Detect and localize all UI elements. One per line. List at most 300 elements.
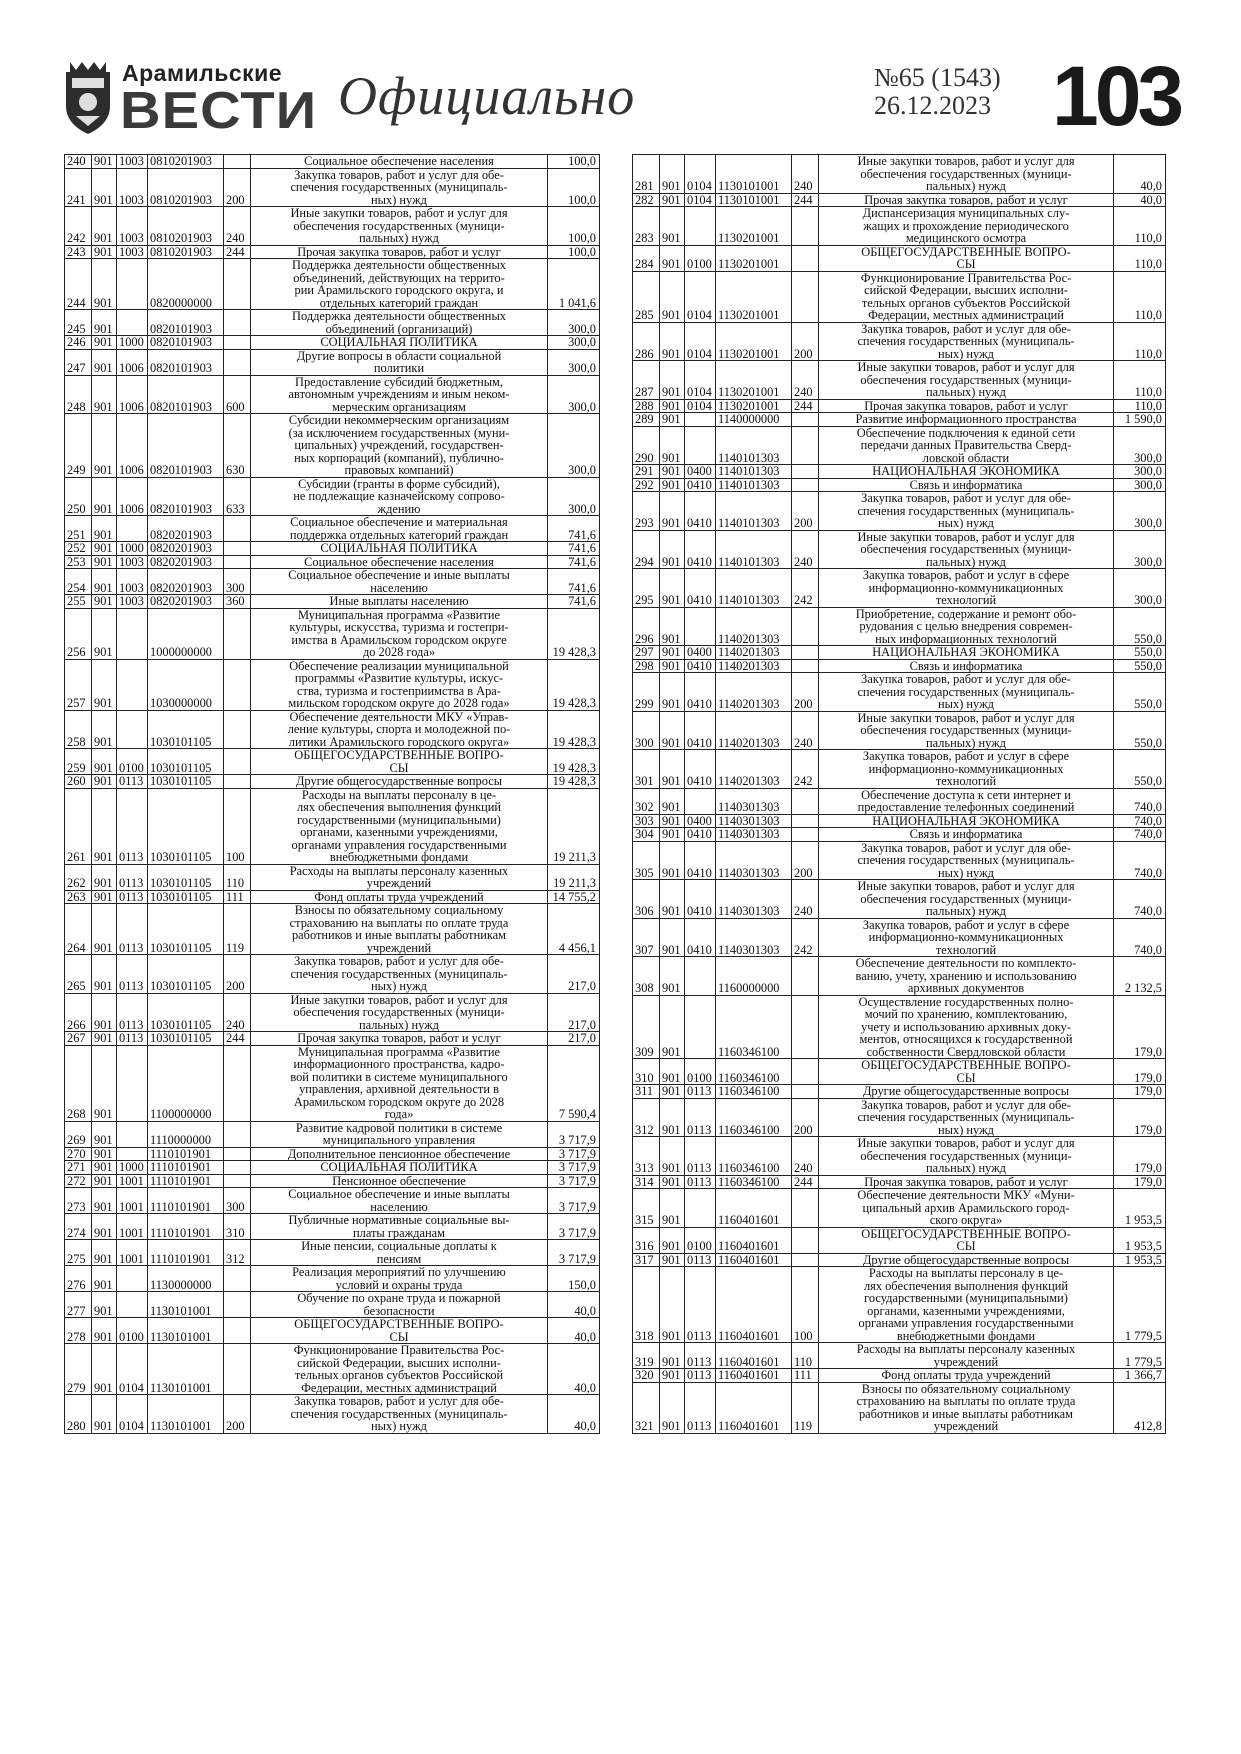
row-amount: 550,0 <box>1114 750 1166 789</box>
row-number: 267 <box>65 1032 92 1046</box>
admin-code: 901 <box>92 155 117 169</box>
section-code: 0113 <box>685 1137 716 1176</box>
row-number: 293 <box>633 492 660 531</box>
issue-date: 26.12.2023 <box>874 91 991 120</box>
section-code <box>117 310 148 336</box>
expense-type <box>224 775 251 789</box>
section-code <box>117 608 148 659</box>
target-code: 1130101001 <box>716 155 792 194</box>
admin-code: 901 <box>92 336 117 350</box>
section-code: 0113 <box>117 1032 148 1046</box>
row-title: Закупка товаров, работ и услуг для обе- спечения государственных (муниципаль- ных) нужд <box>819 1098 1114 1137</box>
target-code: 0810201903 <box>148 245 224 259</box>
target-code: 1160346100 <box>716 1137 792 1176</box>
section-code: 1001 <box>117 1188 148 1214</box>
admin-code: 901 <box>660 673 685 712</box>
row-number: 317 <box>633 1253 660 1267</box>
expense-type <box>792 957 819 996</box>
expense-type <box>224 310 251 336</box>
target-code: 1160401601 <box>716 1253 792 1267</box>
row-number: 255 <box>65 595 92 609</box>
row-number: 249 <box>65 414 92 478</box>
target-code: 1140101303 <box>716 426 792 465</box>
admin-code: 901 <box>92 659 117 710</box>
expense-type <box>792 426 819 465</box>
admin-code: 901 <box>660 1369 685 1383</box>
row-number: 315 <box>633 1189 660 1228</box>
row-amount: 179,0 <box>1114 1085 1166 1099</box>
row-title: СОЦИАЛЬНАЯ ПОЛИТИКА <box>251 336 548 350</box>
row-title: Прочая закупка товаров, работ и услуг <box>251 1032 548 1046</box>
admin-code: 901 <box>92 555 117 569</box>
table-row <box>633 750 1166 789</box>
admin-code: 901 <box>660 814 685 828</box>
row-amount: 1 041,6 <box>548 259 600 310</box>
target-code: 0820101903 <box>148 375 224 414</box>
section-code <box>685 788 716 814</box>
table-row <box>65 259 600 310</box>
target-code: 1140201303 <box>716 711 792 750</box>
row-number: 240 <box>65 155 92 169</box>
section-code: 1001 <box>117 1240 148 1266</box>
expense-type: 240 <box>792 155 819 194</box>
row-number: 289 <box>633 413 660 427</box>
row-number: 297 <box>633 646 660 660</box>
table-row <box>633 957 1166 996</box>
section-code: 1001 <box>117 1174 148 1188</box>
target-code: 1140301303 <box>716 918 792 957</box>
row-number: 277 <box>65 1292 92 1318</box>
row-number: 306 <box>633 880 660 919</box>
target-code: 1130000000 <box>148 1266 224 1292</box>
row-amount: 740,0 <box>1114 880 1166 919</box>
section-code: 0410 <box>685 478 716 492</box>
target-code: 1140101303 <box>716 569 792 608</box>
section-code: 1000 <box>117 1161 148 1175</box>
row-title: ОБЩЕГОСУДАРСТВЕННЫЕ ВОПРО- СЫ <box>819 1227 1114 1253</box>
section-code: 0410 <box>685 530 716 569</box>
expense-type: 312 <box>224 1240 251 1266</box>
row-title: Публичные нормативные социальные вы- платы гражданам <box>251 1214 548 1240</box>
row-number: 263 <box>65 890 92 904</box>
row-amount: 412,8 <box>1114 1382 1166 1433</box>
row-title: Поддержка деятельности общественных объединений (организаций) <box>251 310 548 336</box>
admin-code: 901 <box>92 1045 117 1121</box>
row-title: Расходы на выплаты персоналу казенных учреждений <box>251 864 548 890</box>
table-row <box>633 788 1166 814</box>
expense-type <box>224 336 251 350</box>
admin-code: 901 <box>92 1032 117 1046</box>
admin-code: 901 <box>92 1266 117 1292</box>
row-title: Субсидии некоммерческим организациям (за исключением государственных (муни- ципальных) учреждений, государствен- ных корпораций (компаний), публично- правовых компаний) <box>251 414 548 478</box>
admin-code: 901 <box>92 1318 117 1344</box>
table-row <box>65 710 600 749</box>
target-code: 1160000000 <box>716 957 792 996</box>
table-row <box>65 1344 600 1395</box>
expense-type: 100 <box>224 788 251 864</box>
target-code: 0820201903 <box>148 555 224 569</box>
row-title: Закупка товаров, работ и услуг для обе- спечения государственных (муниципаль- ных) нужд <box>251 955 548 994</box>
section-code: 1000 <box>117 542 148 556</box>
target-code: 1160346100 <box>716 1175 792 1189</box>
row-number: 296 <box>633 607 660 646</box>
expense-type: 200 <box>792 492 819 531</box>
table-row <box>65 993 600 1032</box>
section-code: 0104 <box>685 399 716 413</box>
table-row <box>633 492 1166 531</box>
row-number: 269 <box>65 1121 92 1147</box>
row-amount: 740,0 <box>1114 918 1166 957</box>
target-code: 1160346100 <box>716 1085 792 1099</box>
expense-type <box>792 478 819 492</box>
expense-type <box>792 788 819 814</box>
target-code: 1160346100 <box>716 1098 792 1137</box>
row-amount: 179,0 <box>1114 1059 1166 1085</box>
target-code: 1160401601 <box>716 1343 792 1369</box>
row-amount: 100,0 <box>548 207 600 246</box>
admin-code: 901 <box>92 788 117 864</box>
row-title: Субсидии (гранты в форме субсидий), не подлежащие казначейскому сопрово- ждению <box>251 477 548 516</box>
expense-type <box>792 1059 819 1085</box>
row-title: Взносы по обязательному социальному страхованию на выплаты по оплате труда работников и иные выплаты работникам учреждений <box>819 1382 1114 1433</box>
admin-code: 901 <box>660 750 685 789</box>
row-amount: 40,0 <box>548 1292 600 1318</box>
admin-code: 901 <box>660 413 685 427</box>
expense-type: 242 <box>792 569 819 608</box>
section-code: 1003 <box>117 595 148 609</box>
row-number: 245 <box>65 310 92 336</box>
admin-code: 901 <box>92 310 117 336</box>
row-amount: 3 717,9 <box>548 1188 600 1214</box>
table-row <box>65 477 600 516</box>
expense-type: 360 <box>224 595 251 609</box>
table-row <box>633 1343 1166 1369</box>
row-number: 261 <box>65 788 92 864</box>
admin-code: 901 <box>92 608 117 659</box>
expense-type: 244 <box>792 1175 819 1189</box>
row-title: Предоставление субсидий бюджетным, автономным учреждениям и иным неком- мерческим организациям <box>251 375 548 414</box>
admin-code: 901 <box>92 775 117 789</box>
target-code: 1030101105 <box>148 890 224 904</box>
row-title: Обучение по охране труда и пожарной безопасности <box>251 1292 548 1318</box>
target-code: 1160401601 <box>716 1189 792 1228</box>
row-number: 311 <box>633 1085 660 1099</box>
row-number: 270 <box>65 1147 92 1161</box>
table-row <box>65 659 600 710</box>
row-number: 260 <box>65 775 92 789</box>
expense-type <box>224 1174 251 1188</box>
admin-code: 901 <box>660 1137 685 1176</box>
row-number: 291 <box>633 465 660 479</box>
section-code: 0100 <box>117 749 148 775</box>
admin-code: 901 <box>660 207 685 246</box>
row-number: 285 <box>633 271 660 322</box>
target-code: 1030000000 <box>148 659 224 710</box>
row-amount: 741,6 <box>548 595 600 609</box>
admin-code: 901 <box>660 957 685 996</box>
row-amount: 110,0 <box>1114 245 1166 271</box>
row-title: Муниципальная программа «Развитие культуры, искусства, туризма и гостепри- имства в Арамильском городском округе до 2028 года» <box>251 608 548 659</box>
row-amount: 100,0 <box>548 168 600 207</box>
table-row <box>633 207 1166 246</box>
row-title: ОБЩЕГОСУДАРСТВЕННЫЕ ВОПРО- СЫ <box>251 1318 548 1344</box>
target-code: 0810201903 <box>148 155 224 169</box>
row-amount: 179,0 <box>1114 1098 1166 1137</box>
row-title: Иные закупки товаров, работ и услуг для обеспечения государственных (муници- пальных) нужд <box>819 711 1114 750</box>
row-title: Расходы на выплаты персоналу в це- лях обеспечения выполнения функций государственными (муниципальными) органами, казенными учреждениями, органами управления государственными внебюджетными фондами <box>251 788 548 864</box>
target-code: 0820201903 <box>148 542 224 556</box>
admin-code: 901 <box>660 646 685 660</box>
table-row <box>65 864 600 890</box>
row-number: 319 <box>633 1343 660 1369</box>
target-code: 1160346100 <box>716 1059 792 1085</box>
expense-type <box>224 710 251 749</box>
row-title: Обеспечение деятельности по комплекто- ванию, учету, хранению и использованию архивных документов <box>819 957 1114 996</box>
target-code: 1140000000 <box>716 413 792 427</box>
target-code: 0820101903 <box>148 414 224 478</box>
admin-code: 901 <box>660 711 685 750</box>
row-title: Прочая закупка товаров, работ и услуг <box>251 245 548 259</box>
section-code: 0410 <box>685 711 716 750</box>
row-number: 264 <box>65 904 92 955</box>
admin-code: 901 <box>92 542 117 556</box>
row-number: 253 <box>65 555 92 569</box>
row-title: Иные закупки товаров, работ и услуг для обеспечения государственных (муници- пальных) нужд <box>819 155 1114 194</box>
expense-type: 244 <box>224 1032 251 1046</box>
section-code <box>685 426 716 465</box>
admin-code: 901 <box>660 1059 685 1085</box>
row-number: 284 <box>633 245 660 271</box>
table-row <box>65 1174 600 1188</box>
row-amount: 3 717,9 <box>548 1240 600 1266</box>
row-amount: 300,0 <box>1114 569 1166 608</box>
section-code <box>117 1045 148 1121</box>
section-code: 0410 <box>685 659 716 673</box>
row-title: Иные пенсии, социальные доплаты к пенсиям <box>251 1240 548 1266</box>
target-code: 1140301303 <box>716 814 792 828</box>
table-row <box>633 413 1166 427</box>
row-amount: 740,0 <box>1114 788 1166 814</box>
row-title: Развитие информационного пространства <box>819 413 1114 427</box>
row-title: Прочая закупка товаров, работ и услуг <box>819 1175 1114 1189</box>
expense-type: 240 <box>224 993 251 1032</box>
expense-type <box>224 1318 251 1344</box>
target-code: 1030101105 <box>148 775 224 789</box>
target-code: 0820201903 <box>148 516 224 542</box>
row-amount: 741,6 <box>548 555 600 569</box>
admin-code: 901 <box>660 322 685 361</box>
row-title: Фонд оплаты труда учреждений <box>819 1369 1114 1383</box>
target-code: 1030101105 <box>148 955 224 994</box>
table-row <box>65 155 600 169</box>
section-code: 0113 <box>685 1382 716 1433</box>
target-code: 0820000000 <box>148 259 224 310</box>
admin-code: 901 <box>660 1085 685 1099</box>
row-title: Иные закупки товаров, работ и услуг для обеспечения государственных (муници- пальных) нужд <box>251 993 548 1032</box>
table-row <box>65 375 600 414</box>
section-code <box>685 607 716 646</box>
row-number: 314 <box>633 1175 660 1189</box>
expense-type: 200 <box>224 955 251 994</box>
target-code: 1140101303 <box>716 530 792 569</box>
section-code: 0410 <box>685 880 716 919</box>
section-code: 0113 <box>117 788 148 864</box>
issue-number: №65 (1543) <box>874 63 1001 92</box>
expense-type <box>224 659 251 710</box>
admin-code: 901 <box>660 918 685 957</box>
row-number: 313 <box>633 1137 660 1176</box>
admin-code: 901 <box>92 349 117 375</box>
section-code <box>685 1189 716 1228</box>
budget-table-right <box>632 154 1166 1434</box>
row-title: СОЦИАЛЬНАЯ ПОЛИТИКА <box>251 1161 548 1175</box>
section-code: 1006 <box>117 375 148 414</box>
row-number: 254 <box>65 569 92 595</box>
row-amount: 550,0 <box>1114 659 1166 673</box>
table-row <box>633 155 1166 194</box>
section-code: 0113 <box>685 1267 716 1343</box>
table-row <box>633 646 1166 660</box>
row-number: 318 <box>633 1267 660 1343</box>
row-amount: 1 590,0 <box>1114 413 1166 427</box>
expense-type <box>224 1121 251 1147</box>
section-code: 0400 <box>685 646 716 660</box>
row-title: Закупка товаров, работ и услуг для обе- спечения государственных (муниципаль- ных) нужд <box>251 168 548 207</box>
table-row <box>65 1161 600 1175</box>
row-title: Обеспечение доступа к сети интернет и предоставление телефонных соединений <box>819 788 1114 814</box>
row-number: 290 <box>633 426 660 465</box>
row-amount: 19 428,3 <box>548 710 600 749</box>
section-code <box>117 1266 148 1292</box>
row-number: 273 <box>65 1188 92 1214</box>
table-row <box>633 1382 1166 1433</box>
row-amount: 150,0 <box>548 1266 600 1292</box>
target-code: 1130201001 <box>716 271 792 322</box>
section-code: 1006 <box>117 349 148 375</box>
table-row <box>65 349 600 375</box>
admin-code: 901 <box>92 1344 117 1395</box>
table-row <box>633 399 1166 413</box>
target-code: 1130201001 <box>716 207 792 246</box>
expense-type: 111 <box>224 890 251 904</box>
admin-code: 901 <box>660 1253 685 1267</box>
row-amount: 100,0 <box>548 245 600 259</box>
admin-code: 901 <box>92 477 117 516</box>
target-code: 1110101901 <box>148 1174 224 1188</box>
table-row <box>65 1045 600 1121</box>
row-number: 244 <box>65 259 92 310</box>
row-number: 292 <box>633 478 660 492</box>
expense-type <box>792 1085 819 1099</box>
section-code: 0113 <box>117 775 148 789</box>
expense-type: 240 <box>792 361 819 400</box>
expense-type: 240 <box>224 207 251 246</box>
admin-code: 901 <box>92 955 117 994</box>
section-code <box>117 1121 148 1147</box>
row-title: Обеспечение подключения к единой сети передачи данных Правительства Сверд- ловской области <box>819 426 1114 465</box>
row-number: 310 <box>633 1059 660 1085</box>
row-amount: 40,0 <box>548 1318 600 1344</box>
admin-code: 901 <box>92 749 117 775</box>
expense-type <box>224 555 251 569</box>
admin-code: 901 <box>660 1267 685 1343</box>
target-code: 1160401601 <box>716 1227 792 1253</box>
row-number: 307 <box>633 918 660 957</box>
table-row <box>633 673 1166 712</box>
row-number: 243 <box>65 245 92 259</box>
row-amount: 217,0 <box>548 993 600 1032</box>
admin-code: 901 <box>92 890 117 904</box>
admin-code: 901 <box>92 710 117 749</box>
row-title: Иные выплаты населению <box>251 595 548 609</box>
row-amount: 550,0 <box>1114 607 1166 646</box>
row-number: 287 <box>633 361 660 400</box>
row-amount: 19 428,3 <box>548 749 600 775</box>
issue-info <box>874 64 1001 120</box>
expense-type <box>792 1253 819 1267</box>
table-row <box>65 1214 600 1240</box>
target-code: 1030101105 <box>148 1032 224 1046</box>
row-number: 272 <box>65 1174 92 1188</box>
section-code: 1001 <box>117 1214 148 1240</box>
row-amount: 40,0 <box>1114 155 1166 194</box>
row-title: Иные закупки товаров, работ и услуг для обеспечения государственных (муници- пальных) нужд <box>819 880 1114 919</box>
expense-type <box>224 608 251 659</box>
admin-code: 901 <box>660 828 685 842</box>
admin-code: 901 <box>660 995 685 1059</box>
row-amount: 740,0 <box>1114 814 1166 828</box>
table-row <box>633 1059 1166 1085</box>
admin-code: 901 <box>660 1175 685 1189</box>
row-amount: 110,0 <box>1114 399 1166 413</box>
expense-type: 119 <box>224 904 251 955</box>
target-code: 1110101901 <box>148 1214 224 1240</box>
row-amount: 740,0 <box>1114 828 1166 842</box>
row-amount: 19 428,3 <box>548 659 600 710</box>
section-code <box>117 516 148 542</box>
expense-type <box>792 646 819 660</box>
target-code: 1130201001 <box>716 361 792 400</box>
row-title: Приобретение, содержание и ремонт обо- рудования с целью внедрения современ- ных информационных технологий <box>819 607 1114 646</box>
row-number: 251 <box>65 516 92 542</box>
row-title: Связь и информатика <box>819 478 1114 492</box>
row-title: Прочая закупка товаров, работ и услуг <box>819 193 1114 207</box>
row-amount: 1 953,5 <box>1114 1227 1166 1253</box>
table-row <box>65 542 600 556</box>
row-number: 279 <box>65 1344 92 1395</box>
section-code: 0100 <box>117 1318 148 1344</box>
section-code: 0113 <box>685 1098 716 1137</box>
row-amount: 1 953,5 <box>1114 1253 1166 1267</box>
row-amount: 300,0 <box>1114 478 1166 492</box>
section-code: 1000 <box>117 336 148 350</box>
section-code: 0113 <box>117 864 148 890</box>
row-number: 294 <box>633 530 660 569</box>
row-title: Развитие кадровой политики в системе муниципального управления <box>251 1121 548 1147</box>
admin-code: 901 <box>660 1098 685 1137</box>
admin-code: 901 <box>660 1382 685 1433</box>
table-row <box>65 595 600 609</box>
row-title: Осуществление государственных полно- мочий по хранению, комплектованию, учету и использованию архивных доку- ментов, относящихся к государственной собственности Свердловской области <box>819 995 1114 1059</box>
expense-type <box>792 1227 819 1253</box>
table-row <box>633 322 1166 361</box>
target-code: 1110101901 <box>148 1188 224 1214</box>
admin-code: 901 <box>92 375 117 414</box>
row-number: 283 <box>633 207 660 246</box>
row-number: 259 <box>65 749 92 775</box>
section-code <box>685 957 716 996</box>
row-number: 312 <box>633 1098 660 1137</box>
